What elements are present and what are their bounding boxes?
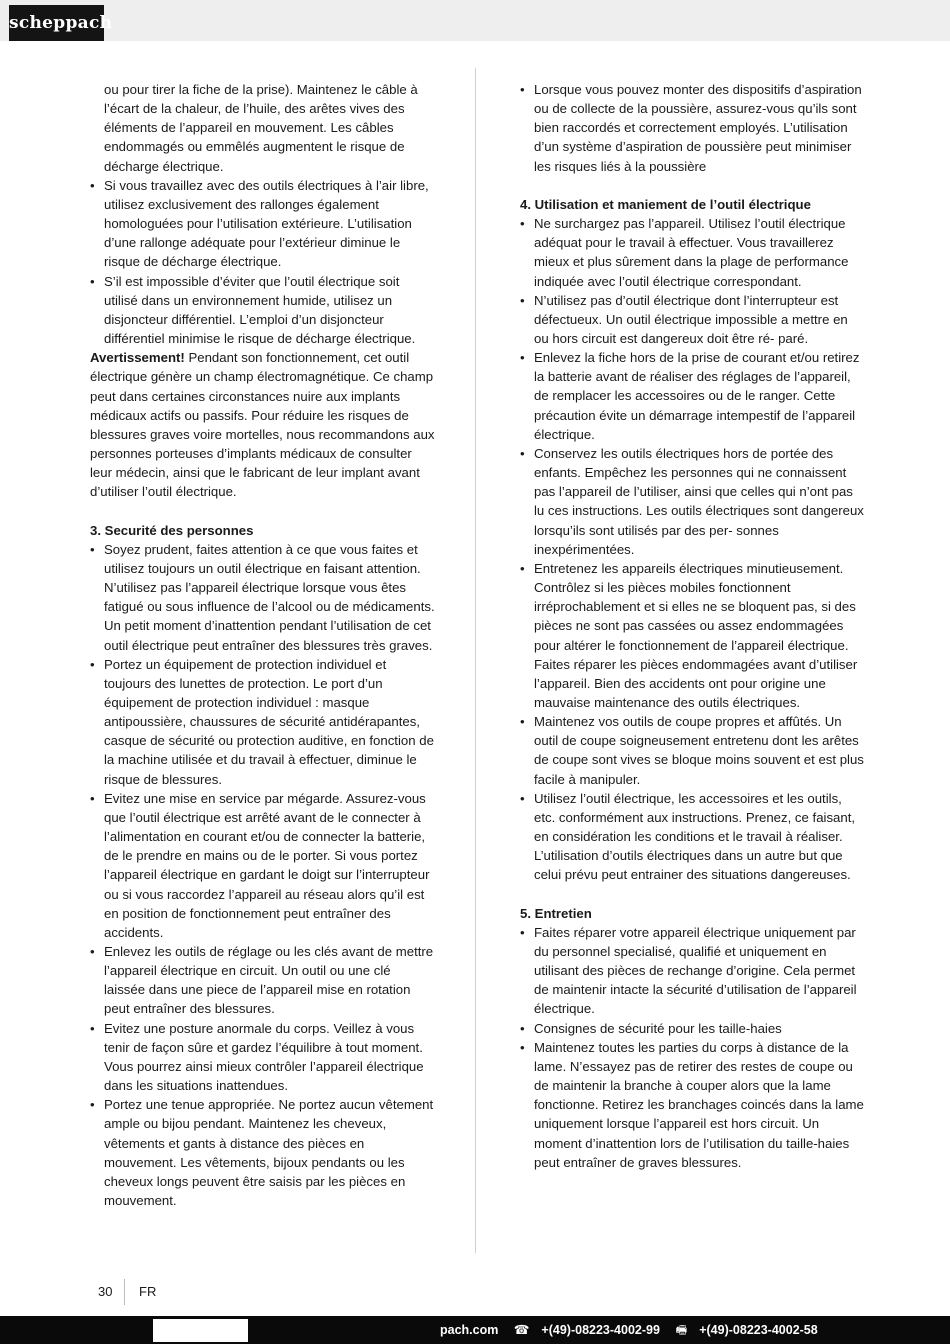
bullet-paragraph: • Portez un équipement de protection individuel et toujours des lunettes de protection. Le port d’un équipement de protection individuel : masque antipoussière, chaussures de sécurité antidérapantes, casque de sécurité ou protection auditive, en fonction de la machine utilisée et du travail à effectuer, diminue le risque de blessures. — [90, 655, 435, 789]
language-code: FR — [139, 1284, 157, 1299]
brand-logo: scheppach — [9, 5, 104, 41]
bullet-paragraph: • Enlevez la fiche hors de la prise de courant et/ou retirez la batterie avant de réaliser des réglages de l’appareil, de remplacer les accessoires ou de le ranger. Cette précaution évite un démarrage intempestif de l’appareil électrique. — [520, 348, 865, 444]
bullet-paragraph: • Portez une tenue appropriée. Ne portez aucun vêtement ample ou bijou pendant. Maintenez les cheveux, vêtements et gants à distance des pièces en mouvement. Les vêtements, bijoux pendants ou les cheveux longs peuvent être saisis par les pièces en mouvement. — [90, 1095, 435, 1210]
footer-fax: +(49)-08223-4002-58 — [699, 1323, 818, 1337]
section-heading: 4. Utilisation et maniement de l’outil électrique — [520, 196, 811, 212]
header-bar — [0, 0, 950, 41]
footer-website[interactable]: pach.com — [440, 1323, 499, 1337]
bullet-paragraph: • Utilisez l’outil électrique, les accessoires et les outils, etc. conformément aux instructions. Prenez, ce faisant, en considération les conditions et le travail à réaliser. L’utilisation d’outils électriques dans un autre but que celui prévu peut entrainer des situations dangereuses. — [520, 789, 865, 885]
warning-label: Avertissement! — [90, 350, 185, 366]
paragraph-gap — [520, 176, 865, 195]
section-heading: 5. Entretien — [520, 905, 592, 921]
bullet-paragraph: • Consignes de sécurité pour les taille-haies — [520, 1019, 865, 1038]
bullet-paragraph: • Soyez prudent, faites attention à ce que vous faites et utilisez toujours un outil électrique en faisant attention. N’utilisez pas l’appareil électrique lorsque vous êtes fatigué ou sous influence de l’alcool ou de médicaments. Un petit moment d’inattention pendant l’utilisation de cet outil électrique peut entraîner des blessures très graves. — [90, 540, 435, 655]
warning-text: Pendant son fonctionnement, cet outil électrique génère un champ électromagnétique. Ce champ peut dans certaines circonstances nuire aux implants médicaux actifs ou passifs. Pour réduire les risques de blessures graves voire mortelles, nous recommandons aux personnes porteuses d’implants médicaux de consulter leur médecin, ainsi que le fabricant de leur implant avant d’utiliser l’outil électrique. — [90, 350, 435, 500]
section-heading: 3. Securité des personnes — [90, 522, 254, 538]
footer-bar — [0, 1316, 950, 1344]
bullet-paragraph: • Maintenez toutes les parties du corps à distance de la lame. N’essayez pas de retirer des restes de coupe ou de maintenir la branche à couper alors que la lame fonctionne. Retirez les branchages coincés dans la lame uniquement lorsque l’appareil est hors circuit. Un moment d’inattention lors de l’utilisation du taille-haies peut entraîner de graves blessures. — [520, 1038, 865, 1172]
fax-icon: 🖷 — [675, 1323, 688, 1337]
column-divider — [475, 68, 476, 1253]
bullet-paragraph: • Conservez les outils électriques hors de portée des enfants. Empêchez les personnes qui ne connaissent pas l’appareil de l’utiliser, ainsi que celles qui n’ont pas lu ces instructions. Les outils électriques sont dangereux lorsqu’ils sont utilisés par des per- sonnes inexpérimentées. — [520, 444, 865, 559]
bullet-paragraph: • N’utilisez pas d’outil électrique dont l’interrupteur est défectueux. Un outil électrique impossible a mettre en ou hors circuit est dangereux doit être ré- paré. — [520, 291, 865, 348]
footer-phone: +(49)-08223-4002-99 — [541, 1323, 660, 1337]
warning-paragraph — [90, 348, 435, 501]
bullet-paragraph: • S’il est impossible d’éviter que l’outil électrique soit utilisé dans un environnement humide, utilisez un disjoncteur différentiel. L’emploi d’un disjoncteur différentiel minimise le risque de décharge électrique. — [90, 272, 435, 349]
bullet-paragraph: • Si vous travaillez avec des outils électriques à l’air libre, utilisez exclusivement des rallonges également homologuées pour l’utilisation extérieure. L’utilisation d’une rallonge adéquate pour l’extérieur diminue le risque de décharge électrique. — [90, 176, 435, 272]
bullet-paragraph: • Enlevez les outils de réglage ou les clés avant de mettre l’appareil électrique en circuit. Un outil ou une clé laissée dans une piece de l’appareil mise en rotation peut entraîner des blessures. — [90, 942, 435, 1019]
bullet-paragraph: • Ne surchargez pas l’appareil. Utilisez l’outil électrique adéquat pour le travail à effectuer. Vous travaillerez mieux et plus sûrement dans la plage de performance indiquée avec l’outil électrique correspondant. — [520, 214, 865, 291]
continued-paragraph: ou pour tirer la fiche de la prise). Maintenez le câble à l’écart de la chaleur, de l’huile, des arêtes vives des éléments de l’appareil en mouvement. Les câbles endommagés ou emmêlés augmentent le risque de décharge électrique. — [104, 82, 418, 174]
bullet-paragraph: • Entretenez les appareils électriques minutieusement. Contrôlez si les pièces mobiles fonctionnent irréprochablement et si elles ne se bloquent pas, si des pièces ne sont pas cassées ou assez endommagées pour altérer le fonctionnement de l’appareil électrique. Faites réparer les pièces endommagées avant d’utiliser l’appareil. Bien des accidents ont pour origine une mauvaise maintenance des outils électriques. — [520, 559, 865, 712]
page-separator — [124, 1279, 125, 1305]
left-column — [90, 80, 435, 1210]
bullet-paragraph: • Faites réparer votre appareil électrique uniquement par du personnel specialisé, qualifié et uniquement en utilisant des pièces de rechange d’origine. Cela permet de maintenir intacte la sécurité d’utilisation de l’appareil électrique. — [520, 923, 865, 1019]
bullet-paragraph: • Lorsque vous pouvez monter des dispositifs d’aspiration ou de collecte de la poussière, assurez-vous qu’ils sont bien raccordés et correctement employés. L’utilisation d’un système d’aspiration de poussière peut minimiser les risques liés à la poussière — [520, 80, 865, 176]
bullet-paragraph: • Maintenez vos outils de coupe propres et affûtés. Un outil de coupe soigneusement entretenu dont les arêtes de coupe sont vives se bloque moins souvent et est plus facile à manipuler. — [520, 712, 865, 789]
footer-logo-box — [153, 1319, 248, 1342]
page-number: 30 — [98, 1284, 113, 1299]
phone-icon: ☎ — [513, 1323, 530, 1337]
bullet-paragraph: • Evitez une mise en service par mégarde. Assurez-vous que l’outil électrique est arrêté avant de le connecter à l’alimentation en courant et/ou de connecter la batterie, de le prendre en mains ou de le porter. Si vous portez l’appareil électrique en gardant le doigt sur l’interrupteur ou si vous raccordez l’appareil au réseau alors qu’il est en position de fonctionnement peut entraîner des accidents. — [90, 789, 435, 942]
footer-contact — [440, 1316, 830, 1344]
bullet-paragraph: • Evitez une posture anormale du corps. Veillez à vous tenir de façon sûre et gardez l’équilibre à tout moment. Vous pourrez ainsi mieux contrôler l’appareil électrique dans les situations inattendues. — [90, 1019, 435, 1096]
paragraph-gap — [90, 501, 435, 520]
paragraph-gap — [520, 885, 865, 904]
right-column — [520, 80, 865, 1172]
